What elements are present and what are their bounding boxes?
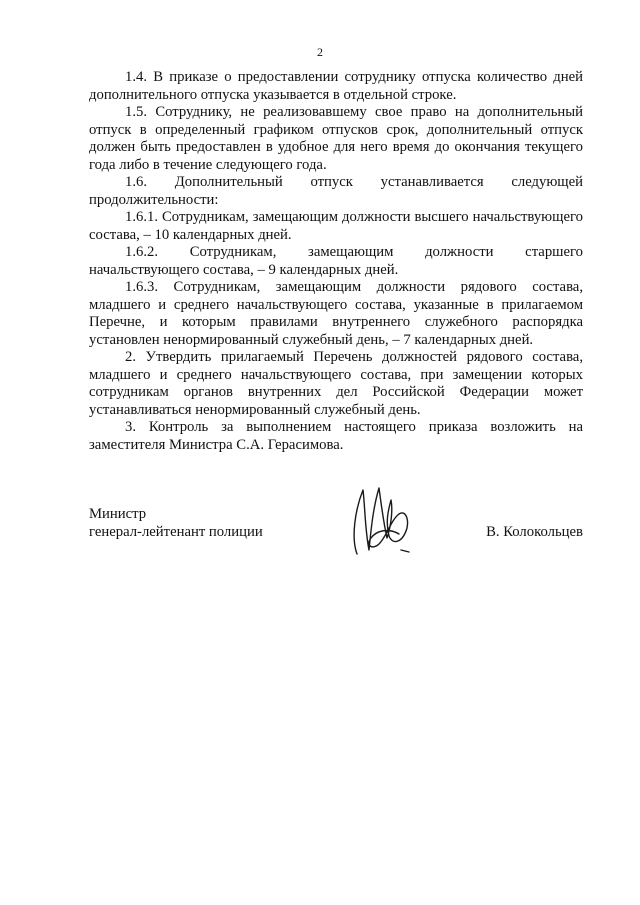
signatory-rank: генерал-лейтенант полиции (89, 523, 263, 540)
paragraph-1-4: 1.4. В приказе о предоставлении сотруднику отпуска количество дней дополнительного отпуска указывается в отдельной строке. (89, 69, 583, 103)
paragraph-2: 2. Утвердить прилагаемый Перечень должностей рядового состава, младшего и среднего начальствующего состава, при замещении которых сотрудникам органов внутренних дел Российской Федерации может устанавливаться ненормированный служебный день. (89, 349, 583, 418)
paragraph-1-6-3: 1.6.3. Сотрудникам, замещающим должности рядового состава, младшего и среднего начальствующего состава, указанные в прилагаемом Перечне, и которым правилами внутреннего служебного распорядка установлен ненормированный служебный день, – 7 календарных дней. (89, 279, 583, 348)
paragraph-3: 3. Контроль за выполнением настоящего приказа возложить на заместителя Министра С.А. Герасимова. (89, 419, 583, 453)
paragraph-1-6-1: 1.6.1. Сотрудникам, замещающим должности высшего начальствующего состава, – 10 календарных дней. (89, 209, 583, 243)
signatory-name: В. Колокольцев (486, 523, 583, 540)
signature-block (89, 506, 583, 566)
handwritten-signature (343, 480, 423, 560)
page-number: 2 (317, 45, 323, 59)
document-body (89, 69, 583, 454)
signatory-title: Министр (89, 506, 147, 522)
paragraph-1-5: 1.5. Сотруднику, не реализовавшему свое право на дополнительный отпуск в определенный графиком отпусков срок, дополнительный отпуск должен быть предоставлен в удобное для него время до окончания текущего года либо в течение следующего года. (89, 104, 583, 173)
paragraph-1-6-2: 1.6.2. Сотрудникам, замещающим должности старшего начальствующего состава, – 9 календарных дней. (89, 244, 583, 278)
paragraph-1-6: 1.6. Дополнительный отпуск устанавливается следующей продолжительности: (89, 174, 583, 208)
